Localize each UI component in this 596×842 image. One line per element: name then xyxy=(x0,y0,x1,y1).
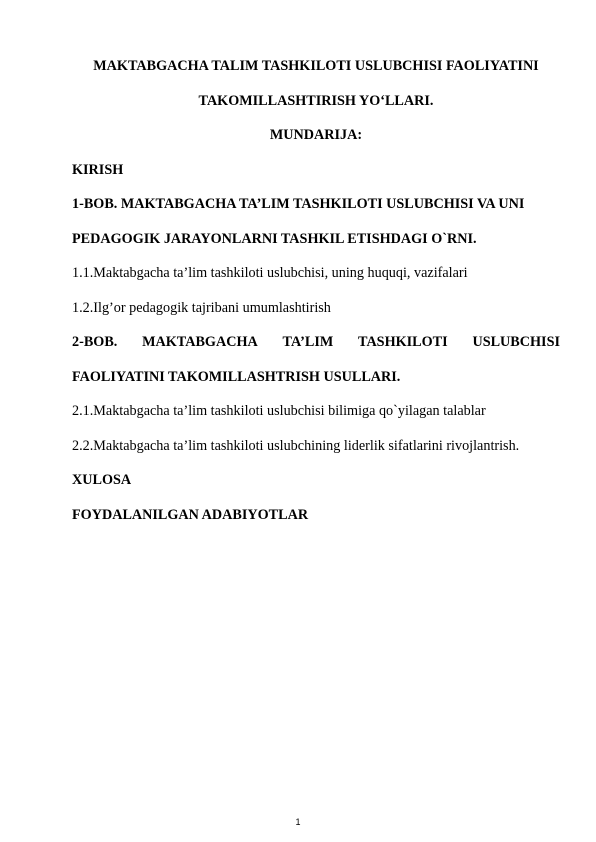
toc-references: FOYDALANILGAN ADABIYOTLAR xyxy=(72,507,309,523)
toc-section-1-1: 1.1.Maktabgacha ta’lim tashkiloti uslubchisi, uning huquqi, vazifalari xyxy=(72,265,468,281)
toc-section-2-1: 2.1.Maktabgacha ta’lim tashkiloti uslubchisi bilimiga qo`yilagan talablar xyxy=(72,403,486,419)
title-line-2: TAKOMILLASHTIRISH YO‘LLARI. xyxy=(198,93,434,109)
toc-chapter2-word: TA’LIM xyxy=(282,334,334,350)
toc-chapter2-word: USLUBCHISI xyxy=(472,334,560,350)
toc-section-2-2: 2.2.Maktabgacha ta’lim tashkiloti uslubchining liderlik sifatlarini rivojlantrish. xyxy=(72,438,520,454)
toc-chapter1-line2: PEDAGOGIK JARAYONLARNI TASHKIL ETISHDAGI O`RNI. xyxy=(72,231,477,247)
toc-chapter2-line2: FAOLIYATINI TAKOMILLASHTRISH USULLARI. xyxy=(72,369,401,385)
toc-section-1-2: 1.2.Ilg’or pedagogik tajribani umumlashtirish xyxy=(72,300,331,316)
title-line-1: MAKTABGACHA TALIM TASHKILOTI USLUBCHISI FAOLIYATINI xyxy=(93,58,539,74)
toc-chapter2-word: TASHKILOTI xyxy=(358,334,448,350)
toc-chapter1-line1: 1-BOB. MAKTABGACHA TA’LIM TASHKILOTI USLUBCHISI VA UNI xyxy=(72,196,525,212)
toc-intro: KIRISH xyxy=(72,162,124,178)
toc-heading: MUNDARIJA: xyxy=(269,127,363,143)
toc-chapter2-word: 2-BOB. xyxy=(72,334,118,350)
toc-chapter2-line1 xyxy=(72,333,560,351)
toc-chapter2-word: MAKTABGACHA xyxy=(142,334,258,350)
page-number: 1 xyxy=(295,817,301,827)
toc-conclusion: XULOSA xyxy=(72,472,132,488)
